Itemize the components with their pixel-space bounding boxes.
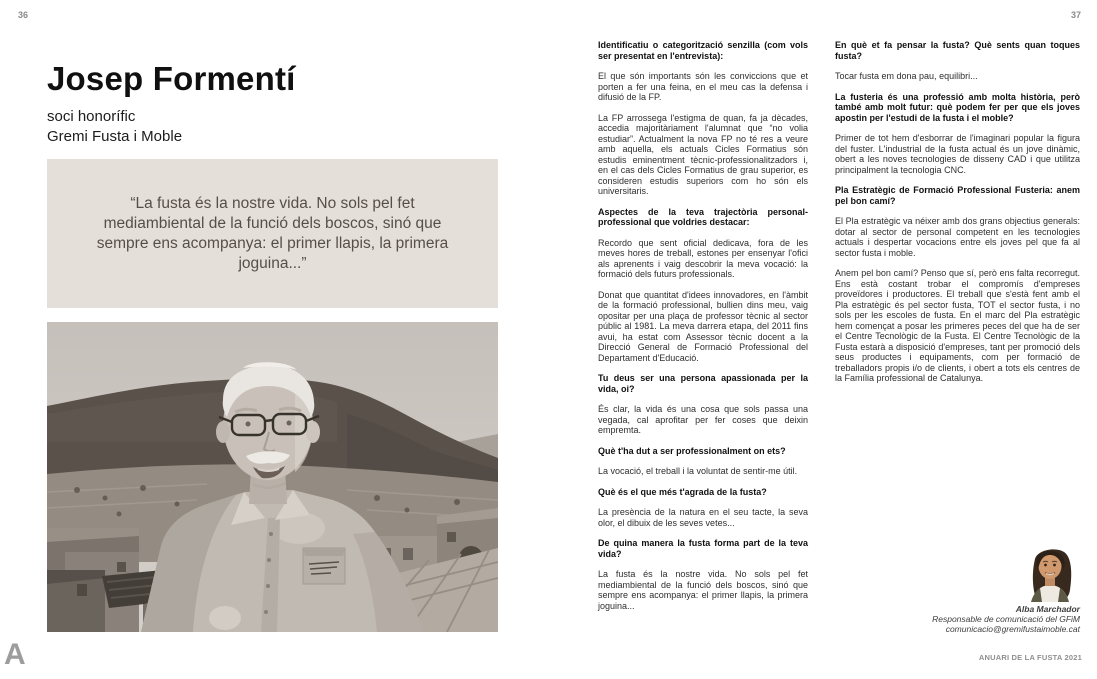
interview-question: Què és el que més t'agrada de la fusta? bbox=[598, 486, 767, 497]
footer-text: ANUARI DE LA FUSTA 2021 bbox=[978, 653, 1082, 662]
interview-answer: El Pla estratègic va néixer amb dos grans objectius generals: dotar al sector de personal competent en les tecnologies actuals i despertar vocacions entre els joves pel que fa al sector fusta i moble. bbox=[835, 216, 1080, 258]
subtitle-line-org: Gremi Fusta i Moble bbox=[47, 127, 183, 145]
interview-answer: El que són importants són les conviccions que et porten a fer una feina, en el meu cas la defensa i difusió de la FP. bbox=[598, 71, 808, 102]
interview-question: Identificatiu o categorització senzilla (com vols ser presentat en l'entrevista): bbox=[598, 40, 808, 61]
subtitle-line-role: soci honorífic bbox=[47, 108, 136, 125]
interview-answer: És clar, la vida és una cosa que sols passa una vegada, cal aprofitar per fer coses que deixin empremta. bbox=[598, 404, 808, 435]
subtitle bbox=[47, 107, 182, 146]
interview-question: Aspectes de la teva trajectòria personal-professional que voldries destacar: bbox=[598, 206, 808, 227]
interview-question: La fusteria és una professió amb molta història, però també amb molt futur: què podem fer per que els joves apostin per l'estudi de la fusta i el moble? bbox=[835, 91, 1080, 123]
contact-caption bbox=[932, 604, 1080, 634]
interview-question: Què t'ha dut a ser professionalment on ets? bbox=[598, 445, 786, 456]
contact-name: Alba Marchador bbox=[1015, 604, 1080, 614]
interview-answer: Tocar fusta em dona pau, equilibri... bbox=[835, 71, 978, 81]
interview-answer: Donat que quantitat d'idees innovadores, en l'àmbit de la formació professional, bullien dins meu, vaig opositar per una plaça de professor tècnic al sector públic al 1981. La meva darrera etapa, del 2011 fins avui, ha estat com Assessor tècnic docent a la Direcció General de Formació Professional del Departament d'Educació. bbox=[598, 289, 808, 363]
interview-answer: La FP arrossega l'estigma de quan, fa ja dècades, accedia majoritàriament l'alumnat que “no volia estudiar”. Actualment la nova FP no té res a veure amb aquella, els actuals Cicles Formatius són estudis eminentment tècnic-professionalitzadors i, en el cas dels Cicles Formatius de grau superior, es consideren estudis superiors com ho són els universitaris. bbox=[598, 112, 808, 196]
josep-portrait-illustration bbox=[47, 322, 498, 632]
interview-answer: Recordo que sent oficial dedicava, fora de les meves hores de treball, estones per ensenyar l'ofici als aprenents i vaig descobrir la meva vocació: la formació dels futurs professionals. bbox=[598, 237, 808, 279]
pull-quote-box bbox=[47, 159, 498, 308]
alba-portrait-photo bbox=[1022, 545, 1078, 603]
interview-answer: Primer de tot hem d'esborrar de l'imaginari popular la figura del fuster. L'industrial de la fusta actual és un jove dinàmic, obert a les noves tecnologies de disseny CAD i que utilitza principalment la tecnologia CNC. bbox=[835, 133, 1080, 175]
interview-answer: La presència de la natura en el seu tacte, la seva olor, el dibuix de les seves vetes... bbox=[598, 507, 808, 528]
page-number-right: 37 bbox=[1070, 10, 1081, 20]
interview-question: De quina manera la fusta forma part de la teva vida? bbox=[598, 538, 808, 559]
contact-role: Responsable de comunicació del GFiM bbox=[932, 614, 1080, 624]
interview-answer: Anem pel bon camí? Penso que sí, però ens falta recorregut. Ens està costant trobar el compromís d'empreses proveïdores i productores. El treball que s'està fent amb el Pla estratègic és pel sector fusta, TOT el sector fusta, i no sols per les escoles de fusta. En el marc del Pla estratègic hem començat a posar les primeres peces del que ha de ser el Centre Tecnològic de la Fusta. El Centre Tecnològic de la Fusta estarà a disposició d'empreses, tant per promoció dels seus productes i equipaments, com per formació de treballadors propis i/o de clients, i obert a tots els centres de la Família professional de Catalunya. bbox=[835, 268, 1080, 383]
interview-question: En què et fa pensar la fusta? Què sents quan toques fusta? bbox=[835, 40, 1080, 61]
pull-quote-text: “La fusta és la nostre vida. No sols pel fet mediambiental de la funció dels boscos, sinó que sempre ens acompanya: el primer llapis, la primera joguina...” bbox=[96, 194, 449, 272]
corner-letter: A bbox=[4, 638, 26, 671]
interview-question: Pla Estratègic de Formació Professional Fusteria: anem pel bon camí? bbox=[835, 185, 1080, 206]
interview-column-1 bbox=[598, 40, 808, 621]
page-number-left: 36 bbox=[18, 10, 29, 20]
interview-answer: La fusta és la nostre vida. No sols pel fet mediambiental de la funció dels boscos, sinó que sempre ens acompanya: el primer llapis, la primera joguina... bbox=[598, 569, 808, 611]
interview-answer: La vocació, el treball i la voluntat de sentir-me útil. bbox=[598, 466, 798, 476]
alba-portrait-illustration bbox=[1022, 545, 1078, 603]
interview-column-2 bbox=[835, 40, 1080, 394]
page-title: Josep Formentí bbox=[47, 60, 296, 98]
josep-portrait-photo bbox=[47, 322, 498, 632]
contact-email: comunicacio@gremifustaimoble.cat bbox=[945, 624, 1080, 634]
interview-question: Tu deus ser una persona apassionada per la vida, oi? bbox=[598, 373, 808, 394]
